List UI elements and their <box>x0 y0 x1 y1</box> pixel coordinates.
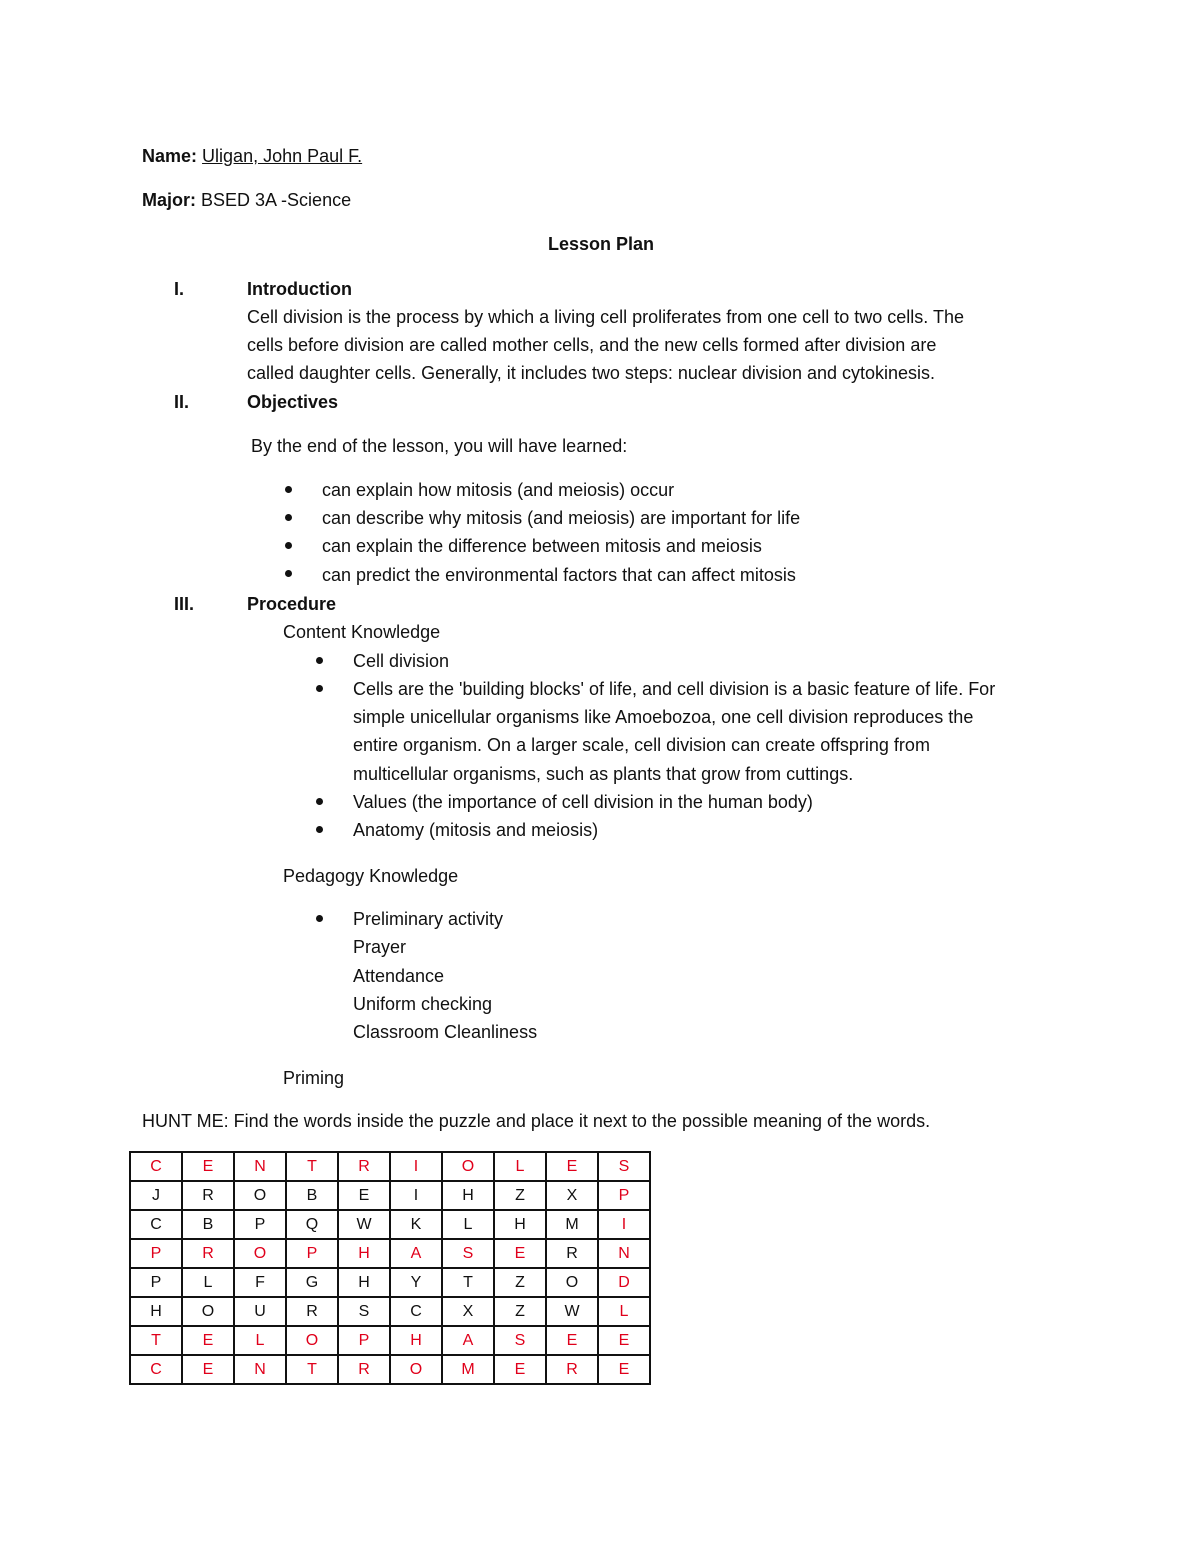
bullet-icon <box>316 657 323 664</box>
puzzle-cell: C <box>390 1297 442 1326</box>
puzzle-cell: R <box>286 1297 338 1326</box>
puzzle-cell: Z <box>494 1268 546 1297</box>
bullet-icon <box>316 798 323 805</box>
puzzle-cell: Z <box>494 1181 546 1210</box>
puzzle-cell: L <box>182 1268 234 1297</box>
pedagogy-item: Preliminary activity <box>353 909 504 929</box>
section-numeral-procedure: III. <box>174 594 195 614</box>
bullet-icon <box>316 915 323 922</box>
puzzle-cell: T <box>130 1326 182 1355</box>
pedagogy-item: Attendance <box>353 966 445 986</box>
puzzle-cell: T <box>442 1268 494 1297</box>
page-title: Lesson Plan <box>548 234 655 254</box>
section-numeral-objectives: II. <box>174 392 190 412</box>
puzzle-cell: H <box>338 1268 390 1297</box>
content-item: Cell division <box>353 651 450 671</box>
puzzle-cell: R <box>546 1239 598 1268</box>
puzzle-row <box>130 1239 650 1268</box>
puzzle-cell: O <box>546 1268 598 1297</box>
puzzle-cell: R <box>182 1181 234 1210</box>
puzzle-cell: E <box>546 1152 598 1181</box>
bullet-icon <box>285 514 292 521</box>
puzzle-cell: S <box>494 1326 546 1355</box>
puzzle-cell: H <box>442 1181 494 1210</box>
major-value: BSED 3A -Science <box>201 190 352 210</box>
puzzle-cell: H <box>494 1210 546 1239</box>
puzzle-cell: C <box>130 1210 182 1239</box>
puzzle-cell: E <box>182 1152 234 1181</box>
name-value: Uligan, John Paul F. <box>202 146 363 166</box>
puzzle-cell: E <box>182 1326 234 1355</box>
pedagogy-item: Uniform checking <box>353 994 493 1014</box>
puzzle-cell: E <box>494 1355 546 1384</box>
content-item-continued: multicellular organisms, such as plants that grow from cuttings. <box>353 764 854 784</box>
section-heading-objectives: Objectives <box>247 392 339 412</box>
puzzle-cell: U <box>234 1297 286 1326</box>
puzzle-cell: P <box>598 1181 650 1210</box>
objective-item: can explain the difference between mitosis and meiosis <box>322 536 762 556</box>
pedagogy-item: Classroom Cleanliness <box>353 1022 538 1042</box>
puzzle-cell: P <box>338 1326 390 1355</box>
content-item-continued: entire organism. On a larger scale, cell division can create offspring from <box>353 735 930 755</box>
puzzle-cell: A <box>442 1326 494 1355</box>
puzzle-cell: P <box>130 1239 182 1268</box>
puzzle-cell: Q <box>286 1210 338 1239</box>
puzzle-cell: X <box>442 1297 494 1326</box>
content-knowledge-heading: Content Knowledge <box>283 622 441 642</box>
objective-item: can describe why mitosis (and meiosis) are important for life <box>322 508 801 528</box>
priming-heading: Priming <box>283 1068 345 1088</box>
puzzle-cell: N <box>234 1152 286 1181</box>
hunt-instruction: HUNT ME: Find the words inside the puzzle and place it next to the possible meaning of the words. <box>142 1111 931 1131</box>
content-item-continued: simple unicellular organisms like Amoebozoa, one cell division reproduces the <box>353 707 974 727</box>
content-item: Values (the importance of cell division in the human body) <box>353 792 813 812</box>
puzzle-cell: L <box>598 1297 650 1326</box>
puzzle-cell: L <box>234 1326 286 1355</box>
puzzle-row <box>130 1210 650 1239</box>
puzzle-cell: O <box>234 1181 286 1210</box>
bullet-icon <box>285 570 292 577</box>
puzzle-cell: T <box>286 1152 338 1181</box>
puzzle-cell: E <box>338 1181 390 1210</box>
bullet-icon <box>316 826 323 833</box>
puzzle-cell: S <box>442 1239 494 1268</box>
puzzle-cell: S <box>598 1152 650 1181</box>
puzzle-row <box>130 1268 650 1297</box>
puzzle-cell: Y <box>390 1268 442 1297</box>
puzzle-cell: R <box>338 1355 390 1384</box>
puzzle-cell: E <box>494 1239 546 1268</box>
content-item: Cells are the 'building blocks' of life, and cell division is a basic feature of life. For <box>353 679 996 699</box>
puzzle-cell: L <box>494 1152 546 1181</box>
puzzle-cell: I <box>390 1152 442 1181</box>
puzzle-cell: K <box>390 1210 442 1239</box>
puzzle-cell: R <box>182 1239 234 1268</box>
puzzle-cell: X <box>546 1181 598 1210</box>
puzzle-cell: S <box>338 1297 390 1326</box>
puzzle-cell: E <box>182 1355 234 1384</box>
puzzle-cell: C <box>130 1355 182 1384</box>
puzzle-cell: O <box>286 1326 338 1355</box>
section-numeral-intro: I. <box>174 279 185 299</box>
puzzle-cell: B <box>182 1210 234 1239</box>
section-heading-procedure: Procedure <box>247 594 337 614</box>
puzzle-cell: W <box>546 1297 598 1326</box>
word-search-puzzle <box>129 1151 651 1385</box>
puzzle-cell: L <box>442 1210 494 1239</box>
puzzle-cell: O <box>234 1239 286 1268</box>
puzzle-cell: I <box>390 1181 442 1210</box>
puzzle-cell: E <box>546 1326 598 1355</box>
objective-item: can predict the environmental factors that can affect mitosis <box>322 565 796 585</box>
puzzle-cell: A <box>390 1239 442 1268</box>
puzzle-cell: T <box>286 1355 338 1384</box>
puzzle-cell: E <box>598 1326 650 1355</box>
puzzle-cell: H <box>130 1297 182 1326</box>
puzzle-cell: N <box>598 1239 650 1268</box>
puzzle-cell: P <box>286 1239 338 1268</box>
puzzle-row <box>130 1326 650 1355</box>
intro-line: called daughter cells. Generally, it includes two steps: nuclear division and cytokinesis. <box>247 363 936 383</box>
puzzle-cell: I <box>598 1210 650 1239</box>
puzzle-cell: O <box>390 1355 442 1384</box>
puzzle-cell: M <box>442 1355 494 1384</box>
puzzle-cell: R <box>338 1152 390 1181</box>
puzzle-cell: N <box>234 1355 286 1384</box>
puzzle-cell: O <box>182 1297 234 1326</box>
intro-line: cells before division are called mother cells, and the new cells formed after division are <box>247 335 937 355</box>
bullet-icon <box>316 685 323 692</box>
puzzle-cell: E <box>598 1355 650 1384</box>
major-line <box>142 186 351 214</box>
puzzle-cell: P <box>130 1268 182 1297</box>
pedagogy-knowledge-heading: Pedagogy Knowledge <box>283 866 459 886</box>
content-item: Anatomy (mitosis and meiosis) <box>353 820 599 840</box>
puzzle-cell: R <box>546 1355 598 1384</box>
puzzle-row <box>130 1297 650 1326</box>
puzzle-row <box>130 1355 650 1384</box>
name-label: Name: <box>142 146 198 166</box>
bullet-icon <box>285 486 292 493</box>
major-label: Major: <box>142 190 196 210</box>
puzzle-cell: J <box>130 1181 182 1210</box>
puzzle-cell: O <box>442 1152 494 1181</box>
objective-item: can explain how mitosis (and meiosis) occur <box>322 480 675 500</box>
name-line <box>142 142 362 170</box>
puzzle-row <box>130 1181 650 1210</box>
puzzle-cell: H <box>338 1239 390 1268</box>
pedagogy-item: Prayer <box>353 937 407 957</box>
bullet-icon <box>285 542 292 549</box>
puzzle-cell: D <box>598 1268 650 1297</box>
section-heading-intro: Introduction <box>247 279 352 299</box>
puzzle-cell: B <box>286 1181 338 1210</box>
puzzle-cell: G <box>286 1268 338 1297</box>
puzzle-cell: F <box>234 1268 286 1297</box>
objectives-lead: By the end of the lesson, you will have learned: <box>251 436 628 456</box>
puzzle-cell: W <box>338 1210 390 1239</box>
intro-line: Cell division is the process by which a living cell proliferates from one cell to two cells. The <box>247 307 964 327</box>
puzzle-cell: H <box>390 1326 442 1355</box>
puzzle-cell: P <box>234 1210 286 1239</box>
puzzle-cell: M <box>546 1210 598 1239</box>
puzzle-row <box>130 1152 650 1181</box>
puzzle-cell: C <box>130 1152 182 1181</box>
puzzle-cell: Z <box>494 1297 546 1326</box>
